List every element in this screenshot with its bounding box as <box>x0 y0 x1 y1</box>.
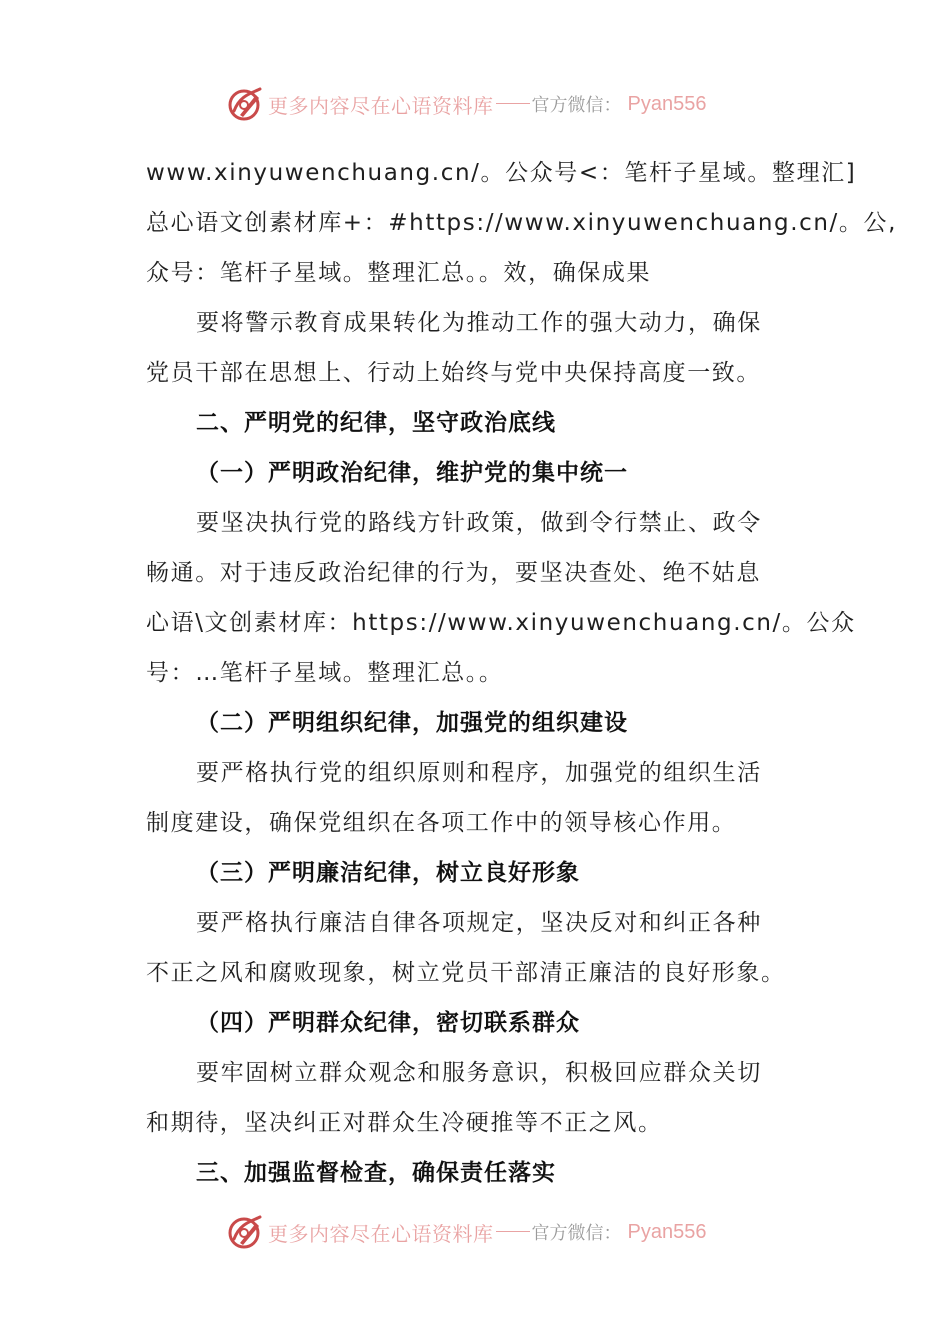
paragraph-line: 要牢固树立群众观念和服务意识，积极回应群众关切 <box>196 1060 762 1086</box>
subsection-heading: （二）严明组织纪律，加强党的组织建设 <box>196 710 628 736</box>
banner-separator: 官方微信： <box>531 1223 622 1244</box>
paragraph-line: 心语\文创素材库：https://www.xinyuwenchuang.cn/。公众 <box>146 610 856 636</box>
paragraph-line: 要坚决执行党的路线方针政策，做到令行禁止、政令 <box>196 510 762 536</box>
section-heading: 三、加强监督检查，确保责任落实 <box>196 1160 556 1186</box>
subsection-heading: （一）严明政治纪律，维护党的集中统一 <box>196 460 628 486</box>
footer-watermark-banner <box>226 1212 746 1252</box>
paragraph-line: 要严格执行党的组织原则和程序，加强党的组织生活 <box>196 760 762 786</box>
banner-text: 更多内容尽在心语资料库 <box>268 1221 494 1246</box>
paragraph-line: 和期待，坚决纠正对群众生冷硬推等不正之风。 <box>146 1110 663 1136</box>
section-heading: 二、严明党的纪律，坚守政治底线 <box>196 410 556 436</box>
paragraph-line: 要将警示教育成果转化为推动工作的强大动力，确保 <box>196 310 762 336</box>
header-watermark-banner <box>226 84 746 124</box>
pen-swirl-logo-icon <box>226 85 264 123</box>
paragraph-line: 党员干部在思想上、行动上始终与党中央保持高度一致。 <box>146 360 761 386</box>
body-line: www.xinyuwenchuang.cn/。公众号<：笔杆子星域。整理汇] <box>146 160 857 186</box>
banner-wechat-id: Pyan556 <box>627 92 707 115</box>
subsection-heading: （四）严明群众纪律，密切联系群众 <box>196 1010 580 1036</box>
banner-wechat-id: Pyan556 <box>627 1220 707 1243</box>
banner-separator: 官方微信： <box>531 95 622 116</box>
paragraph-line: 制度建设，确保党组织在各项工作中的领导核心作用。 <box>146 810 737 836</box>
pen-swirl-logo-icon <box>226 1213 264 1251</box>
banner-dash <box>496 103 530 104</box>
paragraph-line: 不正之风和腐败现象，树立党员干部清正廉洁的良好形象。 <box>146 960 786 986</box>
banner-text: 更多内容尽在心语资料库 <box>268 93 494 118</box>
body-line: 众号：笔杆子星域。整理汇总。。效，确保成果 <box>146 260 652 286</box>
body-line: 总心语文创素材库+：#https://www.xinyuwenchuang.cn/。公, <box>146 210 897 236</box>
banner-dash <box>496 1231 530 1232</box>
paragraph-line: 要严格执行廉洁自律各项规定，坚决反对和纠正各种 <box>196 910 762 936</box>
subsection-heading: （三）严明廉洁纪律，树立良好形象 <box>196 860 580 886</box>
paragraph-line: 畅通。对于违反政治纪律的行为，要坚决查处、绝不姑息 <box>146 560 761 586</box>
paragraph-line: 号：…笔杆子星域。整理汇总。。 <box>146 660 504 686</box>
document-body <box>146 148 897 1198</box>
